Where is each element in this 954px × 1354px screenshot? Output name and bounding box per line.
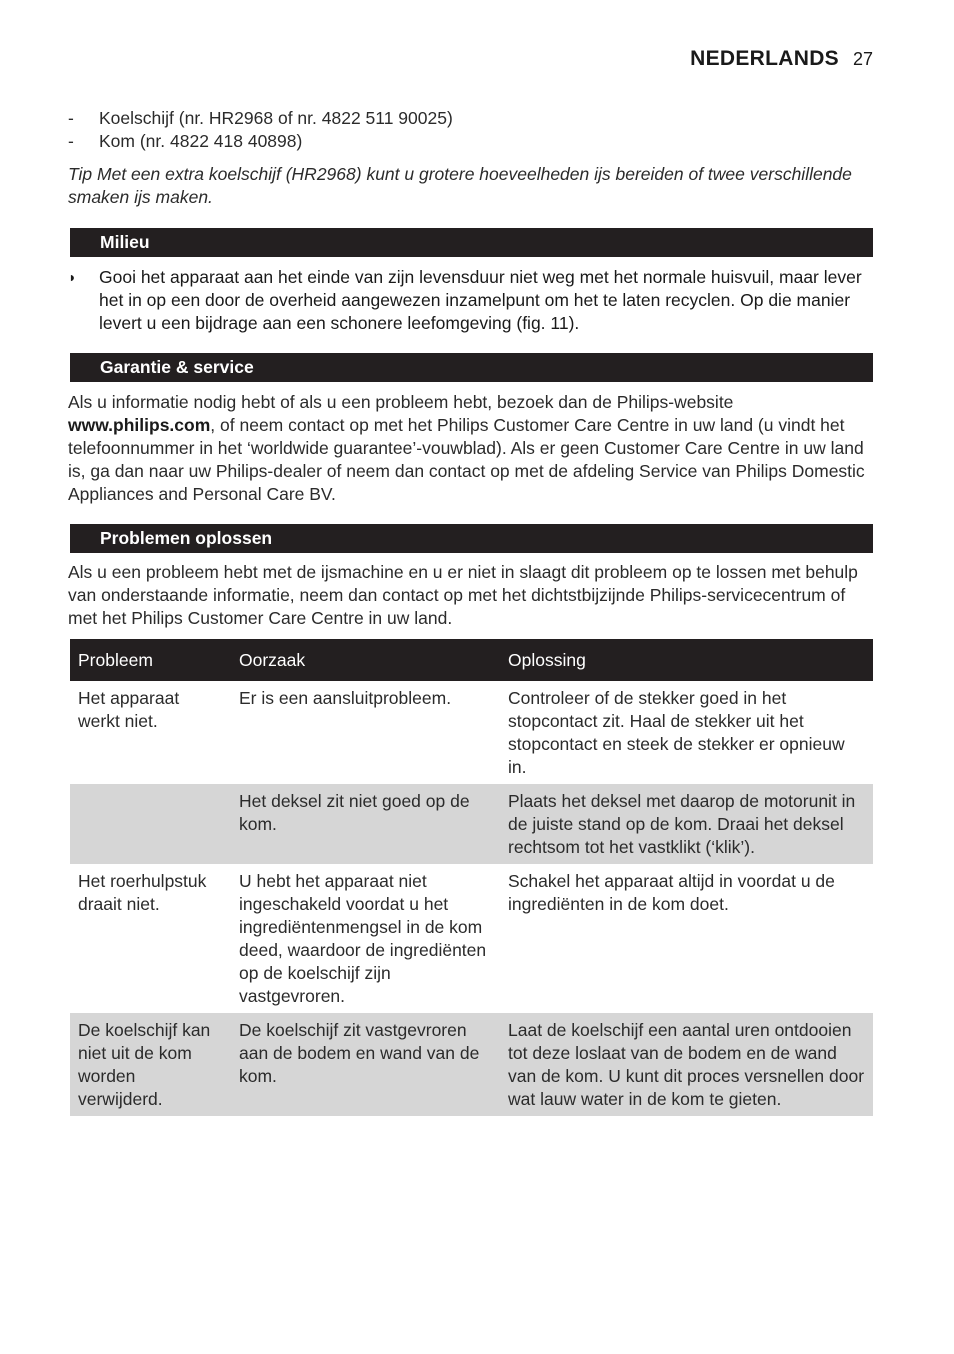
- section-heading-milieu: Milieu: [70, 228, 873, 257]
- language-label: NEDERLANDS: [690, 47, 839, 70]
- tip-text: Tip Met een extra koelschijf (HR2968) kunt u grotere hoeveelheden ijs bereiden of twee verschillende smaken ijs maken.: [68, 164, 852, 207]
- cell-oorzaak: Er is een aansluitprobleem.: [239, 688, 452, 708]
- cell-probleem: [70, 784, 231, 864]
- table-row: [70, 784, 873, 864]
- column-header-probleem: Probleem: [70, 639, 231, 681]
- cell-oplossing: Plaats het deksel met daarop de motorunit in de juiste stand op de kom. Draai het deksel rechtsom tot het vastklikt (‘klik’).: [500, 784, 873, 864]
- cell-oplossing: Controleer of de stekker goed in het stopcontact zit. Haal de stekker uit het stopcontact en steek de stekker er opnieuw in.: [508, 688, 845, 777]
- list-item: [68, 130, 878, 153]
- list-item: [68, 107, 878, 130]
- section-heading-garantie: Garantie & service: [70, 353, 873, 382]
- cell-probleem: De koelschijf kan niet uit de kom worden verwijderd.: [70, 1013, 231, 1116]
- philips-website-link[interactable]: www.philips.com: [68, 415, 211, 435]
- dash-marker: -: [68, 108, 74, 128]
- column-header-oplossing: Oplossing: [500, 639, 873, 681]
- garantie-text-before: Als u informatie nodig hebt of als u een probleem hebt, bezoek dan de Philips-website: [68, 392, 734, 412]
- cell-oorzaak: Het deksel zit niet goed op de kom.: [231, 784, 500, 864]
- garantie-paragraph: [68, 391, 874, 506]
- cell-oplossing: Schakel het apparaat altijd in voordat u de ingrediënten in de kom doet.: [508, 871, 835, 914]
- section-heading-problemen: Problemen oplossen: [70, 524, 873, 553]
- table-row: [70, 681, 873, 784]
- column-header-oorzaak: Oorzaak: [231, 639, 500, 681]
- table-row: [70, 864, 873, 1013]
- cell-probleem: Het apparaat werkt niet.: [78, 688, 180, 731]
- problemen-intro: Als u een probleem hebt met de ijsmachine en u er niet in slaagt dit probleem op te lossen met behulp van onderstaande informatie, neem dan contact op met het dichtstbijzijnde Philips-servicecentrum of met het Philips Customer Care Centre in uw land.: [68, 562, 858, 628]
- milieu-text: Gooi het apparaat aan het einde van zijn levensduur niet weg met het normale huisvuil, maar lever het in op een door de overheid aangewezen inzamelpunt om het te laten recyclen. Op die manier levert u een bijdrage aan een schonere leefomgeving (fig. 11).: [99, 267, 862, 333]
- page-header: [690, 47, 873, 71]
- page-number: 27: [852, 49, 873, 69]
- cell-oorzaak: De koelschijf zit vastgevroren aan de bodem en wand van de kom.: [231, 1013, 500, 1116]
- cell-oplossing: Laat de koelschijf een aantal uren ontdooien tot deze loslaat van de bodem en de wand van de kom. U kunt dit proces versnellen door wat lauw water in de kom te gieten.: [500, 1013, 873, 1116]
- cell-probleem: Het roerhulpstuk draait niet.: [78, 871, 207, 914]
- table-row: [70, 1013, 873, 1116]
- parts-list: [68, 107, 878, 153]
- dash-marker: -: [68, 131, 74, 151]
- cell-oorzaak: U hebt het apparaat niet ingeschakeld voordat u het ingrediëntenmengsel in de kom deed, waardoor de ingrediënten op de koelschijf zijn vastgevroren.: [239, 871, 487, 1006]
- list-item-text: Kom (nr. 4822 418 40898): [99, 131, 303, 151]
- bullet-arrow-icon: ◗: [68, 269, 77, 285]
- list-item-text: Koelschijf (nr. HR2968 of nr. 4822 511 90025): [99, 108, 453, 128]
- milieu-bullet-item: [68, 266, 874, 335]
- troubleshooting-table: [70, 639, 873, 1116]
- garantie-text-after: , of neem contact op met het Philips Customer Care Centre in uw land (u vindt het telefoonnummer in het ‘worldwide guarantee’-vouwblad). Als er geen Customer Care Centre in uw land is, ga dan naar uw Philips-dealer of neem dan contact op met de afdeling Service van Philips Domestic Appliances and Personal Care BV.: [68, 415, 865, 504]
- table-header-row: [70, 639, 873, 681]
